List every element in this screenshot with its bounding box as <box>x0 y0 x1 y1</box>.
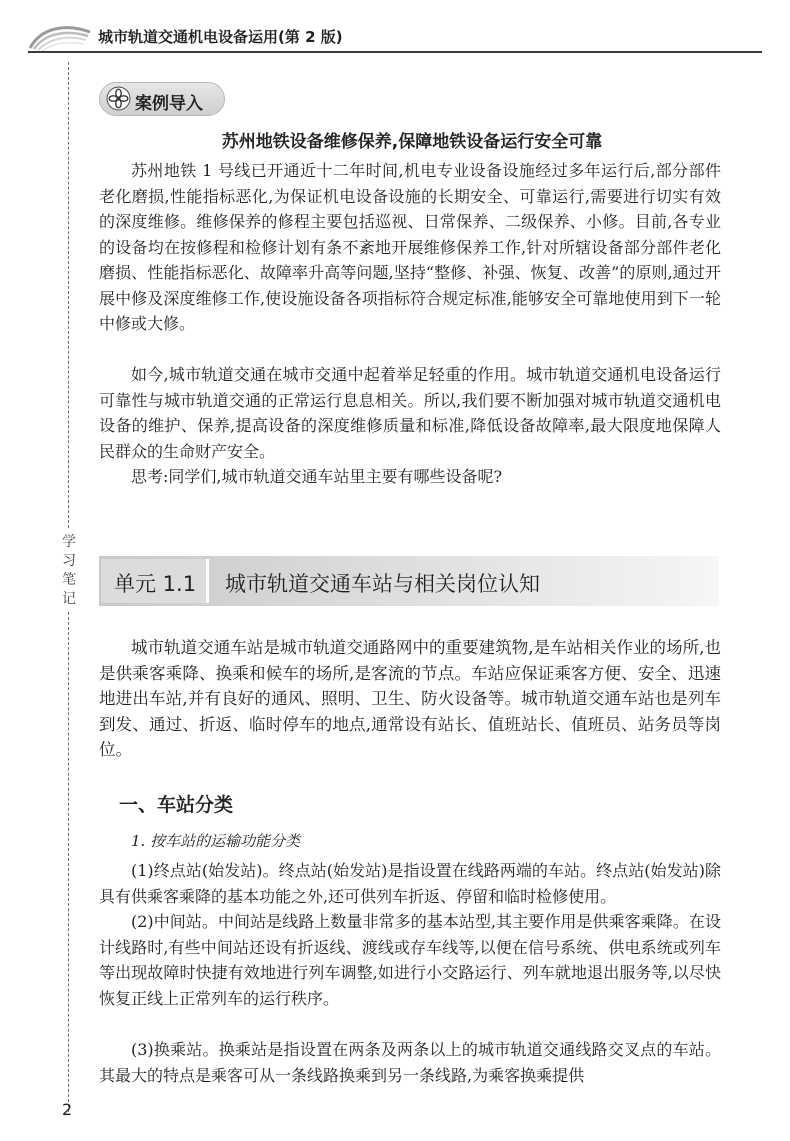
sidebar-label-char: 笔 <box>62 572 76 588</box>
book-logo-icon <box>28 22 92 52</box>
case-title: 苏州地铁设备维修保养,保障地铁设备运行安全可靠 <box>221 132 603 152</box>
unit-title: 城市轨道交通车站与相关岗位认知 <box>225 572 540 596</box>
sidebar-label-char: 记 <box>62 591 76 607</box>
section-item: (3)换乘站。换乘站是指设置在两条及两条以上的城市轨道交通线路交叉点的车站。其最大的特点是乘客可从一条线路换乘到另一条线路,为乘客换乘提供 <box>99 1040 721 1085</box>
sidebar-dashed-line-bottom <box>68 612 69 1112</box>
case-intro-label: 案例导入 <box>135 94 203 114</box>
case-question: 思考:同学们,城市轨道交通车站里主要有哪些设备呢? <box>131 467 503 486</box>
section-heading: 一、车站分类 <box>119 794 234 816</box>
sidebar-notes-label <box>60 533 78 609</box>
flower-icon <box>106 86 131 111</box>
case-paragraph: 苏州地铁 1 号线已开通近十二年时间,机电专业设备设施经过多年运行后,部分部件老化磨损,性能指标恶化,为保证机电设备设施的长期安全、可靠运行,需要进行切实有效的深度维修。维修保养的修程主要包括巡视、日常保养、二级保养、小修。目前,各专业的设备均在按修程和检修计划有条不紊地开展维修保养工作,针对所辖设备部分部件老化磨损、性能指标恶化、故障率升高等问题,坚持“整修、补强、恢复、改善”的原则,通过开展中修及深度维修工作,使设施设备各项指标符合规定标准,能够安全可靠地使用到下一轮中修或大修。 <box>99 161 721 333</box>
header-divider <box>28 51 762 53</box>
unit-number: 单元 1.1 <box>114 572 197 596</box>
sidebar-dashed-line-top <box>68 62 69 528</box>
sidebar-label-char: 习 <box>62 553 76 569</box>
section-item: (2)中间站。中间站是线路上数量非常多的基本站型,其主要作用是供乘客乘降。在设计线路时,有些中间站还设有折返线、渡线或存车线等,以便在信号系统、供电系统或列车等出现故障时快捷有效地进行列车调整,如进行小交路运行、列车就地退出服务等,以尽快恢复正线上正常列车的运行秩序。 <box>99 912 721 1008</box>
intro-paragraph: 城市轨道交通车站是城市轨道交通路网中的重要建筑物,是车站相关作业的场所,也是供乘客乘降、换乘和候车的场所,是客流的节点。车站应保证乘客方便、安全、迅速地进出车站,并有良好的通风、照明、卫生、防火设备等。城市轨道交通车站也是列车到发、通过、折返、临时停车的地点,通常设有站长、值班站长、值班员、站务员等岗位。 <box>99 638 721 759</box>
section-item: (1)终点站(始发站)。终点站(始发站)是指设置在线路两端的车站。终点站(始发站)除具有供乘客乘降的基本功能之外,还可供列车折返、停留和临时检修使用。 <box>99 861 721 906</box>
page-number: 2 <box>62 1100 73 1119</box>
sidebar-label-char: 学 <box>62 534 76 550</box>
case-paragraph: 如今,城市轨道交通在城市交通中起着举足轻重的作用。城市轨道交通机电设备运行可靠性与城市轨道交通的正常运行息息相关。所以,我们要不断加强对城市轨道交通机电设备的维护、保养,提高设备的深度维修质量和标准,降低设备故障率,最大限度地保障人民群众的生命财产安全。 <box>99 365 721 461</box>
book-title: 城市轨道交通机电设备运用(第 2 版) <box>98 28 343 46</box>
subsection-heading: 1. 按车站的运输功能分类 <box>131 832 301 850</box>
